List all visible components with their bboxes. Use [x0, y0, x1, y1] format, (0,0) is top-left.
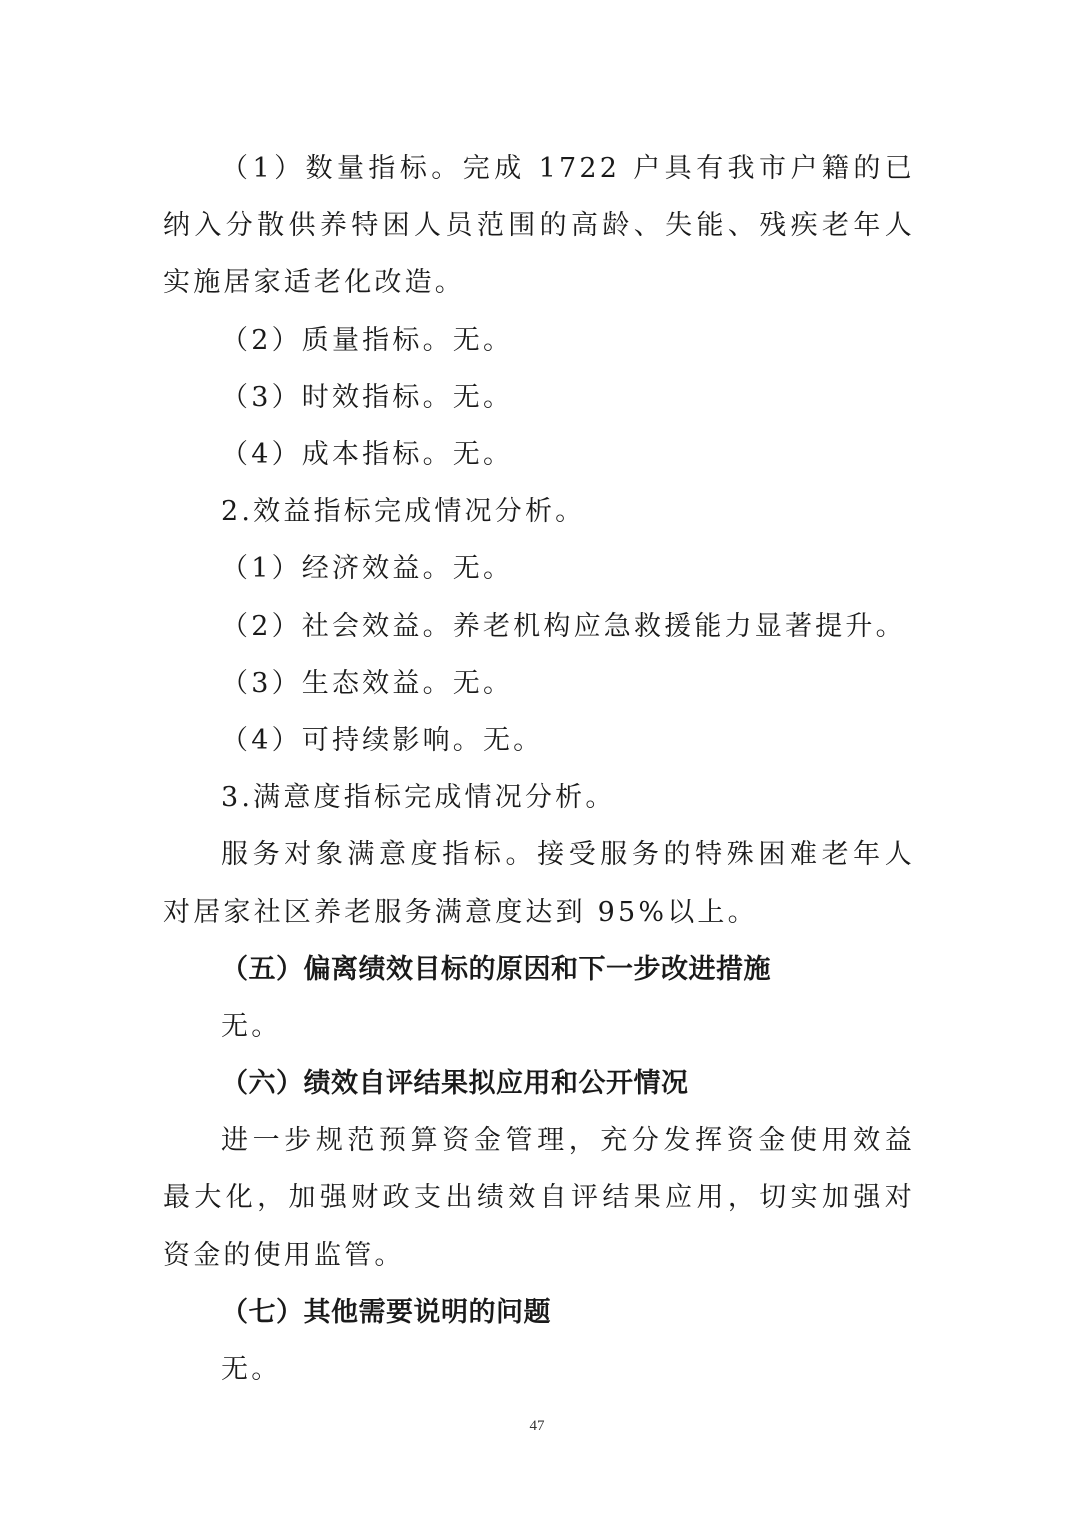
- paragraph-economic-benefit: （1）经济效益。无。: [221, 553, 514, 585]
- paragraph-satisfaction-analysis: 3.满意度指标完成情况分析。: [221, 782, 616, 814]
- paragraph-cost-indicator: （4）成本指标。无。: [221, 438, 514, 470]
- paragraph-section-7-body: 无。: [221, 1354, 282, 1386]
- heading-section-7: （七）其他需要说明的问题: [221, 1296, 551, 1328]
- paragraph-social-benefit: （2）社会效益。养老机构应急救援能力显著提升。: [221, 610, 906, 642]
- heading-section-5: （五）偏离绩效目标的原因和下一步改进措施: [221, 953, 771, 985]
- paragraph-satisfaction-indicator: 服务对象满意度指标。接受服务的特殊困难老年人对居家社区养老服务满意度达到 95%以上。: [163, 839, 915, 928]
- paragraph-quantity-indicator: （1）数量指标。完成 1722 户具有我市户籍的已纳入分散供养特困人员范围的高龄、失能、残疾老年人实施居家适老化改造。: [163, 153, 915, 299]
- paragraph-section-5-body: 无。: [221, 1010, 282, 1042]
- paragraph-section-6-body: 进一步规范预算资金管理，充分发挥资金使用效益最大化，加强财政支出绩效自评结果应用，切实加强对资金的使用监管。: [163, 1125, 915, 1271]
- paragraph-benefit-analysis: 2.效益指标完成情况分析。: [221, 496, 586, 528]
- paragraph-sustainable-impact: （4）可持续影响。无。: [221, 724, 544, 756]
- heading-section-6: （六）绩效自评结果拟应用和公开情况: [221, 1068, 689, 1100]
- paragraph-ecological-benefit: （3）生态效益。无。: [221, 667, 514, 699]
- paragraph-timeliness-indicator: （3）时效指标。无。: [221, 381, 514, 413]
- page-number: 47: [529, 1418, 545, 1434]
- document-body: [163, 140, 915, 1398]
- paragraph-quality-indicator: （2）质量指标。无。: [221, 324, 514, 356]
